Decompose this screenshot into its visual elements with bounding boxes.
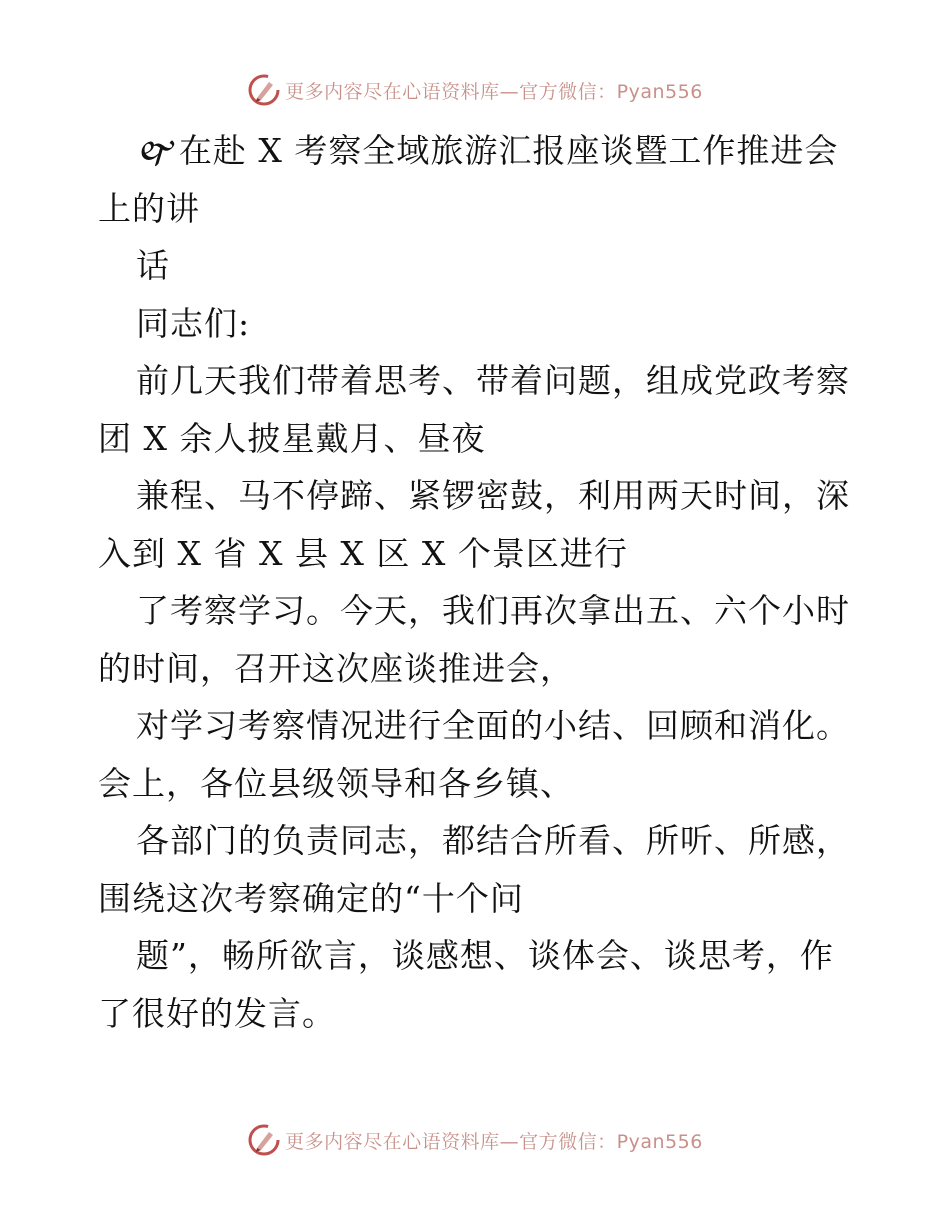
- document-line: 围绕这次考察确定的“十个问: [98, 878, 524, 918]
- watermark-text: 更多内容尽在心语资料库—官方微信：Pyan556: [285, 80, 703, 103]
- document-line: 话: [136, 246, 170, 285]
- document-line: 团 X 余人披星戴月、昼夜: [98, 418, 486, 458]
- document-line: 了考察学习。今天，我们再次拿出五、六个小时: [136, 591, 850, 630]
- pen-logo-icon: [247, 1123, 281, 1157]
- document-line: 🙰在赴 X 考察全域旅游汇报座谈暨工作推进会: [136, 131, 839, 170]
- document-line: 同志们:: [136, 303, 251, 343]
- header-watermark-banner: [0, 70, 950, 110]
- watermark-text: 更多内容尽在心语资料库—官方微信：Pyan556: [285, 1130, 703, 1153]
- document-line: 题”，畅所欲言，谈感想、谈体会、谈思考，作: [136, 936, 834, 975]
- document-line: 对学习考察情况进行全面的小结、回顾和消化。: [136, 706, 850, 745]
- document-line: 上的讲: [98, 188, 200, 228]
- footer-watermark-banner: [0, 1120, 950, 1160]
- document-line: 会上，各位县级领导和各乡镇、: [98, 763, 574, 803]
- document-line: 的时间，召开这次座谈推进会，: [98, 648, 574, 688]
- document-body: [98, 122, 858, 1042]
- document-line: 前几天我们带着思考、带着问题，组成党政考察: [136, 361, 850, 400]
- document-line: 了很好的发言。: [98, 993, 336, 1033]
- document-line: 各部门的负责同志，都结合所看、所听、所感，: [136, 821, 850, 860]
- document-line: 入到 X 省 X 县 X 区 X 个景区进行: [98, 533, 628, 573]
- document-line: 兼程、马不停蹄、紧锣密鼓，利用两天时间，深: [136, 476, 850, 515]
- pen-logo-icon: [247, 73, 281, 107]
